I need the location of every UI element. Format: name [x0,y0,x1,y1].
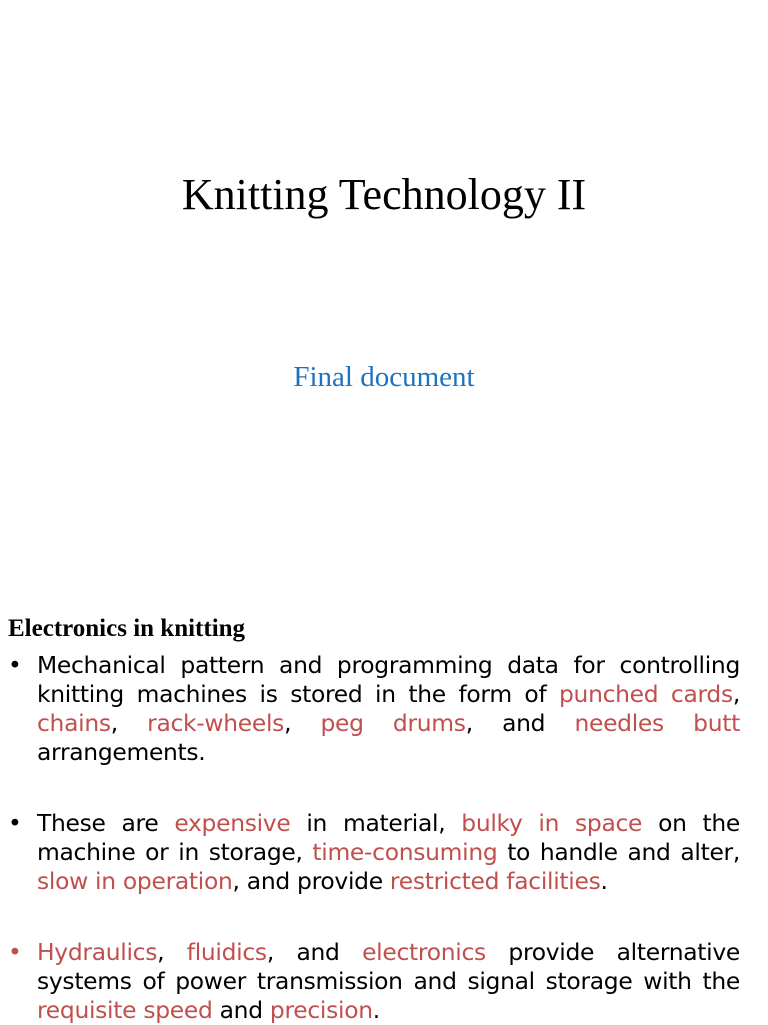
bullet-text: provide alternative systems of power transmission and signal storage with the [37,938,741,995]
bullet-text: . [372,996,380,1024]
bullet-text: to handle and alter, [497,838,740,866]
highlighted-term: electronics [362,938,486,966]
bullet-item [0,809,740,896]
bullet-marker: • [8,809,22,837]
bullet-text: , [157,938,187,966]
highlighted-term: bulky in space [461,809,643,837]
highlighted-term: fluidics [186,938,267,966]
bullet-text: . [600,867,608,895]
bullet-text: arrangements. [37,738,206,766]
bullet-list [0,651,768,1025]
bullet-text: in material, [290,809,462,837]
highlighted-term: expensive [174,809,291,837]
highlighted-term: slow in operation [37,867,233,895]
bullet-text: Mechanical pattern and programming data for controlling knitting machines is stored in the form of [37,651,740,708]
bullet-text: , [284,709,321,737]
highlighted-term: chains [37,709,111,737]
highlighted-term: rack-wheels [147,709,285,737]
highlighted-term: precision [269,996,373,1024]
document-title: Knitting Technology II [181,170,587,219]
bullet-text: These are [37,809,175,837]
bullet-text: , [110,709,148,737]
highlighted-term: needles butt [574,709,740,737]
section-heading: Electronics in knitting [8,615,246,642]
bullet-marker: • [8,938,22,966]
bullet-text: , [732,680,741,708]
highlighted-term: requisite speed [37,996,213,1024]
bullet-text: , and [266,938,363,966]
highlighted-term: punched cards [559,680,733,708]
highlighted-term: peg drums [320,709,466,737]
highlighted-term: time-consuming [312,838,498,866]
document-subtitle: Final document [293,361,475,393]
bullet-text: , and [465,709,575,737]
highlighted-term: restricted facilities [389,867,601,895]
bullet-text: , and provide [232,867,390,895]
bullet-item [0,938,740,1025]
bullet-item [0,651,740,767]
bullet-text: on the machine or in storage, [37,809,740,866]
highlighted-term: Hydraulics [37,938,158,966]
bullet-text: and [212,996,270,1024]
bullet-marker: • [8,651,22,679]
